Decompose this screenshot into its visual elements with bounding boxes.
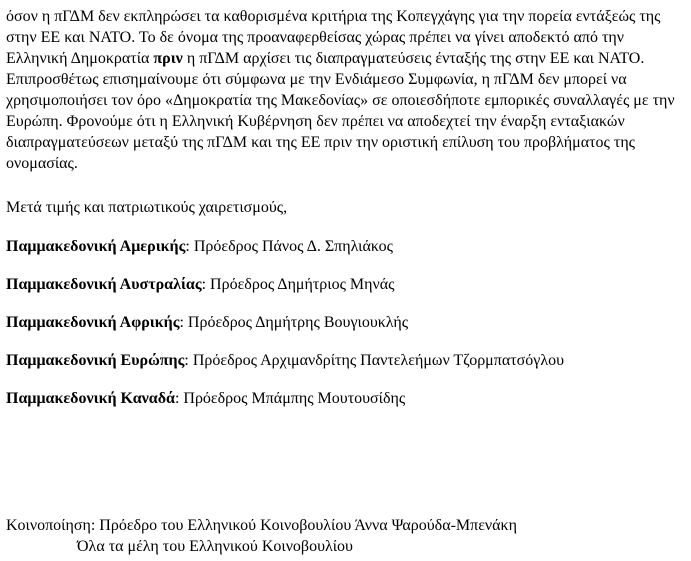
- body-line-7: διαπραγματεύσεων μεταξύ της πΓΔΜ και της ΕΕ πριν την οριστική επίλυση του προβλήματος της: [6, 134, 636, 151]
- cc-block: [6, 515, 687, 557]
- body-line-6: Ευρώπη. Φρονούμε ότι η Ελληνική Κυβέρνηση δεν πρέπει να αποδεχτεί την έναρξη ενταξιακών: [6, 113, 625, 130]
- signature-president-africa: : Πρόεδρος Δημήτρης Βουγιουκλής: [179, 314, 409, 331]
- signature-president-canada: : Πρόεδρος Μπάμπης Μουτουσίδης: [174, 390, 406, 407]
- body-line-4: Επιπροσθέτως επισημαίνουμε ότι σύμφωνα με την Ενδιάμεσο Συμφωνία, η πΓΔΜ δεν μπορεί να: [6, 71, 627, 88]
- signature-org-america: Παμμακεδονική Αμερικής: [6, 238, 186, 255]
- body-line-3: [6, 48, 687, 69]
- body-line-5: χρησιμοποιήσει τον όρο «Δημοκρατία της Μακεδονίας» σε οποιεσδήποτε εμπορικές συναλλαγές με την: [6, 92, 675, 109]
- signature-org-canada: Παμμακεδονική Καναδά: [6, 390, 175, 407]
- signature-line-america: [6, 236, 687, 257]
- signature-line-australia: [6, 274, 687, 295]
- signature-line-canada: [6, 388, 687, 409]
- body-line-8: ονομασίας.: [6, 155, 78, 172]
- signature-president-australia: : Πρόεδρος Δημήτριος Μηνάς: [201, 276, 395, 293]
- signature-president-europe: : Πρόεδρος Αρχιμανδρίτης Παντελεήμων Τζορμπατσόγλου: [184, 352, 565, 369]
- body-line-1: όσον η πΓΔΜ δεν εκπληρώσει τα καθορισμένα κριτήρια της Κοπεγχάγης για την πορεία εντάξεώς της: [6, 8, 661, 25]
- closing-salutation: Μετά τιμής και πατριωτικούς χαιρετισμούς,: [6, 199, 288, 216]
- body-line-3-bold-word: πριν: [153, 50, 183, 67]
- signature-line-europe: [6, 350, 687, 371]
- signature-org-africa: Παμμακεδονική Αφρικής: [6, 314, 180, 331]
- cc-line-2: Όλα τα μέλη του Ελληνικού Κοινοβουλίου: [77, 538, 353, 555]
- body-line-3-post: η πΓΔΜ αρχίσει τις διαπραγματεύσεις ένταξής της στην ΕΕ και ΝΑΤΟ.: [182, 50, 645, 67]
- signature-president-america: : Πρόεδρος Πάνος Δ. Σπηλιάκος: [185, 238, 393, 255]
- body-line-3-pre: Ελληνική Δημοκρατία: [6, 50, 154, 67]
- signature-org-australia: Παμμακεδονική Αυστραλίας: [6, 276, 202, 293]
- signature-org-europe: Παμμακεδονική Ευρώπης: [6, 352, 185, 369]
- body-line-2: στην ΕΕ και ΝΑΤΟ. Το δε όνομα της προαναφερθείσας χώρας πρέπει να γίνει αποδεκτό από την: [6, 29, 625, 46]
- cc-line-1: Κοινοποίηση: Πρόεδρο του Ελληνικού Κοινοβουλίου Άννα Ψαρούδα-Μπενάκη: [6, 517, 517, 534]
- signature-line-africa: [6, 312, 687, 333]
- body-paragraph: [6, 6, 687, 174]
